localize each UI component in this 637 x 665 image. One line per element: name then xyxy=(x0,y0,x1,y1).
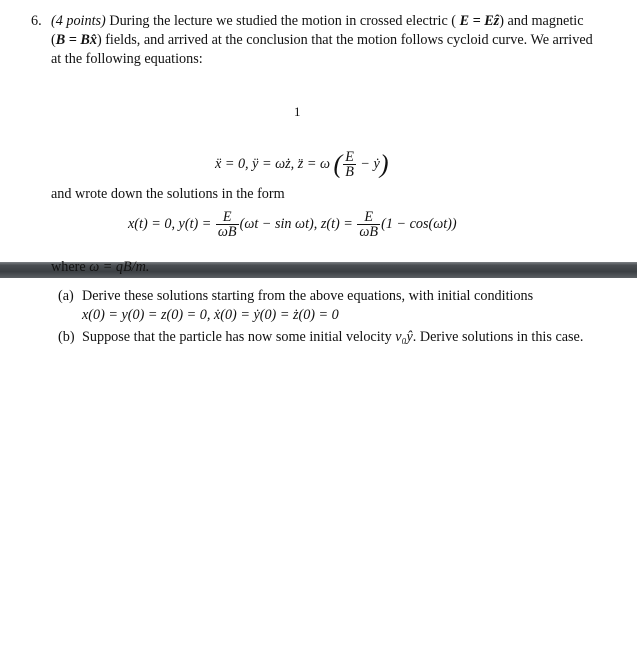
part-b-text: Suppose that the particle has now some initial velocity xyxy=(82,329,396,345)
part-a-text: Derive these solutions starting from the above equations, with initial conditions xyxy=(82,288,534,304)
eq2-frac2-den: ωB xyxy=(359,224,379,240)
equations-of-motion xyxy=(215,150,389,179)
where-line xyxy=(51,258,149,277)
eq1-left: ẍ = 0, ÿ = ωż, z̈ = ω xyxy=(215,155,330,172)
part-b-velocity: v₀ŷ xyxy=(395,329,413,345)
problem-points: (4 points) xyxy=(51,13,106,29)
where-label: where xyxy=(51,259,90,275)
part-b xyxy=(58,328,603,347)
part-a-conditions: x(0) = y(0) = z(0) = 0, ẋ(0) = ẏ(0) = ż(0) = 0 xyxy=(82,307,339,323)
omega-definition: ω = qB/m. xyxy=(89,259,150,275)
eq1-tail: − ẏ xyxy=(360,155,380,172)
part-a-label: (a) xyxy=(58,288,74,304)
eq1-open-paren: ( xyxy=(333,149,343,179)
problem-number: 6. xyxy=(31,13,42,29)
part-b-label: (b) xyxy=(58,329,75,345)
part-b-tail: . Derive solutions in this case. xyxy=(412,329,584,345)
eq2-frac1-den: ωB xyxy=(217,224,237,240)
eq1-frac-num: E xyxy=(345,149,354,165)
eq2-fraction-1 xyxy=(216,210,239,239)
problem-text-1: During the lecture we studied the motion in crossed electric ( xyxy=(105,13,460,29)
problem-text-2: ) and magnetic ( xyxy=(51,13,584,48)
magnetic-field: B = Bx̂ xyxy=(55,32,97,48)
solutions-intro: and wrote down the solutions in the form xyxy=(51,186,285,202)
solutions-equation xyxy=(128,210,457,239)
eq2-frac2-num: E xyxy=(357,210,380,225)
eq2-fraction-2 xyxy=(357,210,380,239)
page-number: 1 xyxy=(294,104,301,119)
part-a xyxy=(58,287,603,325)
eq2-c: (1 − cos(ωt)) xyxy=(381,215,457,232)
electric-field: E = Eẑ xyxy=(459,13,500,29)
problem-text-3: ) fields, and arrived at the conclusion that the motion follows cycloid curve. We arrived at the following equations: xyxy=(51,32,593,67)
eq2-a: x(t) = 0, y(t) = xyxy=(128,215,215,232)
eq2-b: (ωt − sin ωt), z(t) = xyxy=(239,215,357,232)
eq2-frac1-num: E xyxy=(216,210,239,225)
eq1-frac-den: B xyxy=(345,164,354,180)
eq1-close-paren: ) xyxy=(379,149,389,179)
eq1-fraction xyxy=(343,150,356,179)
